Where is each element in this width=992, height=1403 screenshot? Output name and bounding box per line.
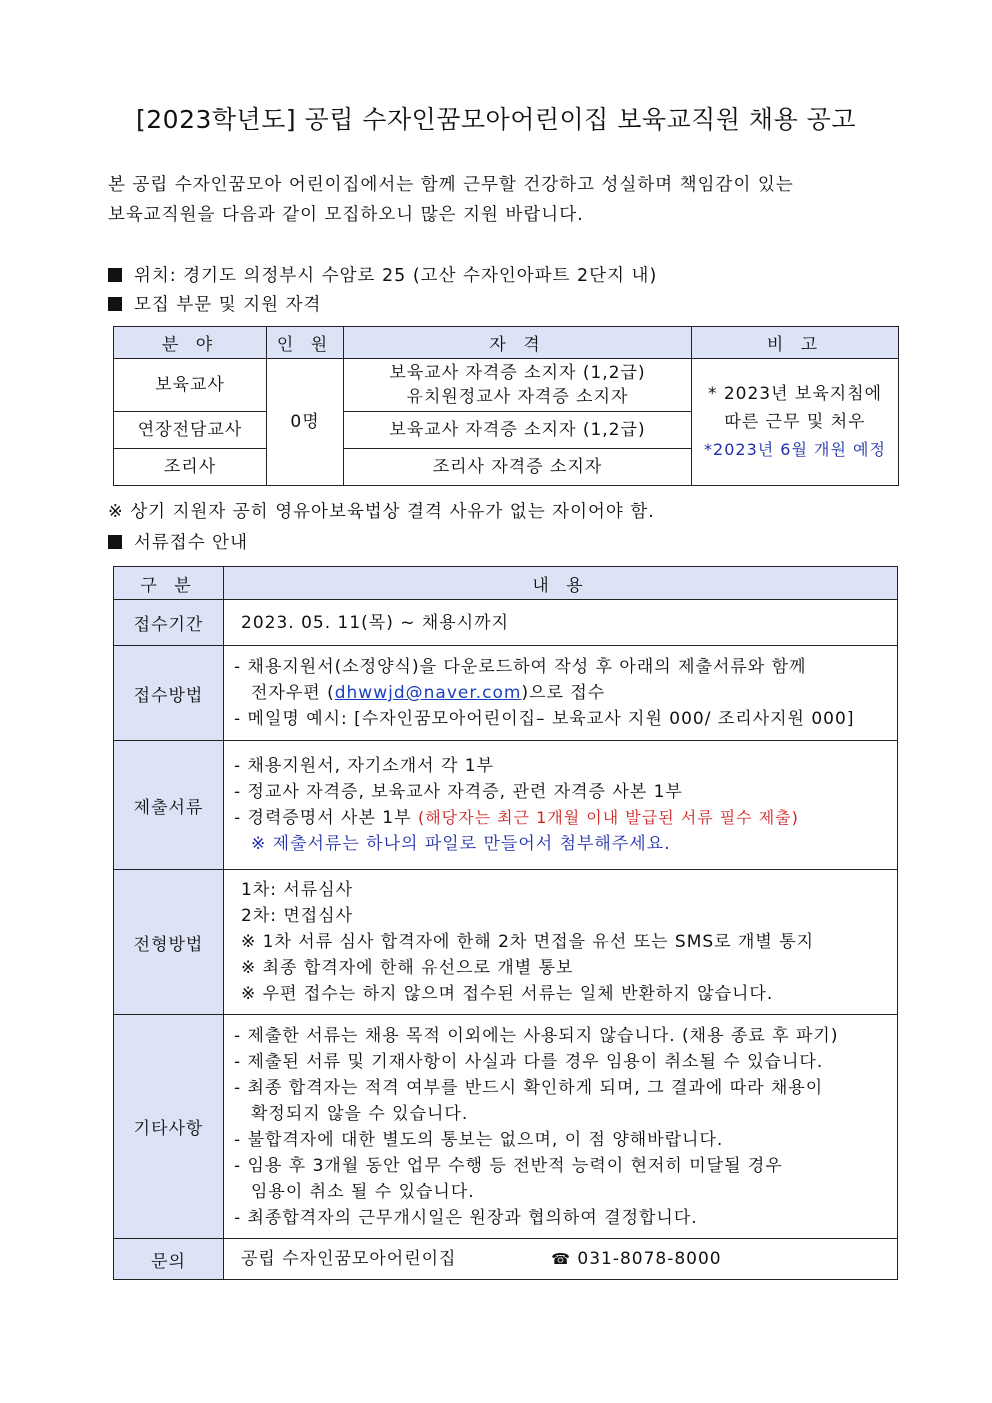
count-cell: 0명 (267, 359, 344, 486)
selection-line: 2차: 면접심사 (241, 906, 354, 926)
period-label: 접수기간 (114, 600, 224, 646)
recruit-heading (108, 291, 321, 316)
recruit-heading-text: 모집 부문 및 지원 자격 (134, 295, 322, 315)
period-value: 2023. 05. 11(목) ~ 채용시까지 (224, 600, 898, 646)
selection-line: ※ 최종 합격자에 한해 유선으로 개별 통보 (241, 958, 574, 978)
method-label: 접수방법 (114, 646, 224, 741)
selection-line: 1차: 서류심사 (241, 880, 354, 900)
etc-line: - 제출한 서류는 채용 목적 이외에는 사용되지 않습니다. (채용 종료 후 파기) (234, 1025, 839, 1046)
col-header-count: 인 원 (267, 327, 344, 359)
intro-line: 본 공립 수자인꿈모아 어린이집에서는 함께 근무할 건강하고 성실하며 책임감이 있는 (108, 175, 794, 195)
documents-label: 제출서류 (114, 741, 224, 870)
location-line (108, 262, 657, 287)
documents-text: - 경력증명서 사본 1부 (234, 808, 418, 828)
etc-line: - 제출된 서류 및 기재사항이 사실과 다를 경우 임용이 취소될 수 있습니다. (234, 1051, 824, 1072)
contact-org: 공립 수자인꿈모아어린이집 (241, 1249, 457, 1269)
qualification-line: 보육교사 자격증 소지자 (1,2급) (389, 363, 646, 383)
qualification-cell: 조리사 자격증 소지자 (344, 449, 692, 486)
method-text: )으로 접수 (521, 683, 606, 703)
contact-phone: 031-8078-8000 (577, 1249, 722, 1269)
phone-icon: ☎ (551, 1250, 571, 1268)
square-bullet-icon (108, 268, 122, 282)
etc-content (224, 1015, 898, 1239)
remarks-cell (692, 359, 899, 486)
documents-content (224, 741, 898, 870)
col-header-content: 내 용 (224, 567, 898, 600)
doc-heading-text: 서류접수 안내 (134, 533, 248, 553)
col-header-field: 분 야 (114, 327, 267, 359)
documents-blue-note: ※ 제출서류는 하나의 파일로 만들어서 첨부해주세요. (251, 834, 671, 854)
qualification-cell (344, 359, 692, 412)
method-content (224, 646, 898, 741)
square-bullet-icon (108, 297, 122, 311)
page-title: [2023학년도] 공립 수자인꿈모아어린이집 보육교직원 채용 공고 (136, 105, 856, 134)
method-text: 전자우편 ( (251, 683, 335, 703)
selection-line: ※ 1차 서류 심사 합격자에 한해 2차 면접을 유선 또는 SMS로 개별 통지 (241, 932, 815, 952)
contact-content (224, 1239, 898, 1280)
method-line: - 메일명 예시: [수자인꿈모아어린이집– 보육교사 지원 000/ 조리사지원 000] (234, 709, 855, 729)
etc-line: 확정되지 않을 수 있습니다. (251, 1103, 469, 1124)
method-line (234, 680, 887, 706)
etc-line: - 불합격자에 대한 별도의 통보는 없으며, 이 점 양해바랍니다. (234, 1129, 724, 1150)
etc-line: 임용이 취소 될 수 있습니다. (251, 1181, 475, 1202)
selection-label: 전형방법 (114, 870, 224, 1015)
method-line: - 채용지원서(소정양식)을 다운로드하여 작성 후 아래의 제출서류와 함께 (234, 657, 807, 677)
col-header-qualification: 자 격 (344, 327, 692, 359)
application-table (113, 566, 898, 1280)
field-cell: 연장전담교사 (114, 412, 267, 449)
etc-line: - 임용 후 3개월 동안 업무 수행 등 전반적 능력이 현저히 미달될 경우 (234, 1155, 783, 1176)
documents-line: - 정교사 자격증, 보육교사 자격증, 관련 자격증 사본 1부 (234, 782, 683, 802)
recruit-table (113, 326, 899, 486)
documents-red-note: (해당자는 최근 1개월 이내 발급된 서류 필수 제출) (417, 808, 799, 827)
remark-line: * 2023년 보육지침에 (707, 384, 883, 404)
remark-line: 따른 근무 및 처우 (724, 412, 866, 432)
field-cell: 조리사 (114, 449, 267, 486)
contact-label: 문의 (114, 1239, 224, 1280)
etc-line: - 최종 합격자는 적격 여부를 반드시 확인하게 되며, 그 결과에 따라 채용이 (234, 1077, 824, 1098)
etc-label: 기타사항 (114, 1015, 224, 1239)
selection-content (224, 870, 898, 1015)
selection-line: ※ 우편 접수는 하지 않으며 접수된 서류는 일체 반환하지 않습니다. (241, 984, 774, 1004)
etc-line: - 최종합격자의 근무개시일은 원장과 협의하여 결정합니다. (234, 1207, 698, 1228)
square-bullet-icon (108, 535, 122, 549)
email-link[interactable]: dhwwjd@naver.com (334, 683, 522, 703)
doc-heading (108, 529, 248, 554)
col-header-category: 구 분 (114, 567, 224, 600)
opening-remark: *2023년 6월 개원 예정 (704, 440, 886, 459)
documents-line: - 채용지원서, 자기소개서 각 1부 (234, 756, 495, 776)
location-text: 위치: 경기도 의정부시 수암로 25 (고산 수자인아파트 2단지 내) (134, 266, 658, 286)
col-header-remarks: 비 고 (692, 327, 899, 359)
qualification-line: 유치원정교사 자격증 소지자 (406, 387, 629, 407)
intro-line: 보육교직원을 다음과 같이 모집하오니 많은 지원 바랍니다. (108, 205, 584, 225)
documents-line (234, 805, 887, 831)
intro-paragraph (108, 170, 794, 230)
qualification-cell: 보육교사 자격증 소지자 (1,2급) (344, 412, 692, 449)
eligibility-note: ※ 상기 지원자 공히 영유아보육법상 결격 사유가 없는 자이어야 함. (108, 502, 655, 522)
field-cell: 보육교사 (114, 359, 267, 412)
